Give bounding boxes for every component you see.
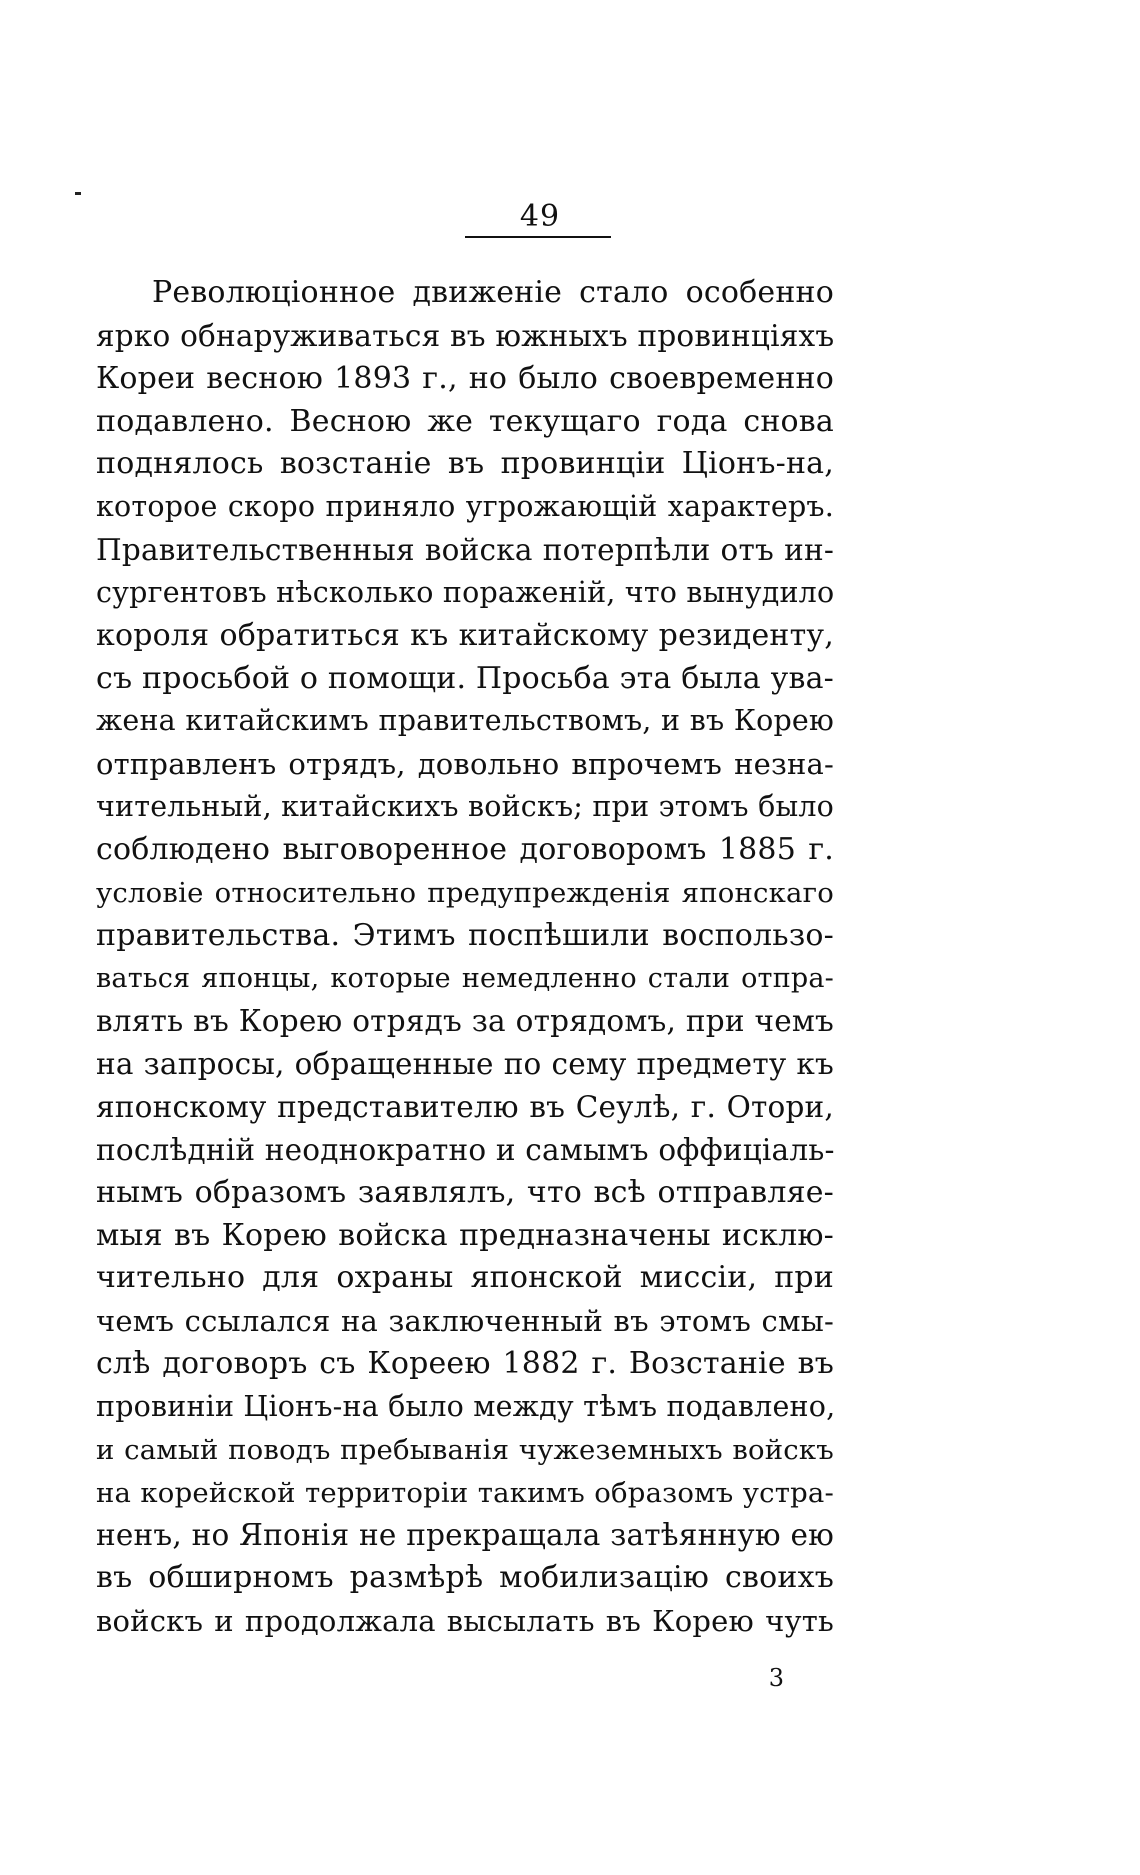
text-line: влять въ Корею отрядъ за отрядомъ, при чемъ [96, 1004, 834, 1039]
text-line: ненъ, но Японія не прекращала затѣянную ею [96, 1518, 834, 1553]
text-line: чемъ ссылался на заключенный въ этомъ смы- [96, 1304, 834, 1339]
text-line: на запросы, обращенные по сему предмету къ [96, 1047, 834, 1082]
body-text [96, 272, 834, 1643]
text-line: чительно для охраны японской миссіи, при [96, 1260, 834, 1296]
text-line: Революціонное движеніе стало особенно [152, 275, 834, 310]
text-line: чительный, китайскихъ войскъ; при этомъ было [96, 790, 834, 824]
printer-signature-mark: 3 [768, 1664, 784, 1692]
text-line: нымъ образомъ заявлялъ, что всѣ отправляе- [96, 1174, 834, 1210]
text-line: слѣ договоръ съ Кореею 1882 г. Возстаніе въ [96, 1346, 834, 1382]
page-number: 49 [519, 199, 561, 234]
text-line: соблюдено выговоренное договоромъ 1885 г. [96, 831, 834, 867]
stray-ink-mark [75, 192, 81, 195]
text-line: отправленъ отрядъ, довольно впрочемъ незна- [96, 747, 834, 782]
text-line: войскъ и продолжала высылать въ Корею чуть [96, 1604, 834, 1639]
text-line: ярко обнаруживаться въ южныхъ провинціяхъ [96, 318, 835, 353]
text-line: на корейской территоріи такимъ образомъ устра- [96, 1476, 834, 1509]
text-line: правительства. Этимъ поспѣшили воспользо- [96, 917, 834, 953]
text-line: которое скоро приняло угрожающій характеръ. [96, 490, 834, 524]
text-line: японскому представителю въ Сеулѣ, г. Отори, [96, 1090, 834, 1125]
text-line: Правительственныя войска потерпѣли отъ ин- [96, 533, 834, 568]
text-line: Кореи весною 1893 г., но было своевременно [96, 360, 834, 396]
text-line: съ просьбой о помощи. Просьба эта была ува- [96, 660, 834, 696]
text-line: послѣдній неоднократно и самымъ оффиціаль- [96, 1132, 835, 1167]
text-line: короля обратиться къ китайскому резиденту, [96, 617, 834, 653]
header-rule [465, 236, 611, 238]
text-line: провиніи Ціонъ-на было между тѣмъ подавлено, [96, 1389, 836, 1423]
text-line: ваться японцы, которые немедленно стали отпра- [96, 962, 834, 994]
text-line: мыя въ Корею войска предназначены исклю- [96, 1217, 834, 1253]
text-line: условіе относительно предупрежденія японскаго [96, 876, 834, 909]
text-line: поднялось возстаніе въ провинціи Ціонъ-на, [96, 446, 834, 482]
text-line: сургентовъ нѣсколько пораженій, что вынудило [96, 575, 835, 609]
text-line: въ обширномъ размѣрѣ мобилизацію своихъ [96, 1560, 834, 1596]
text-line: и самый поводъ пребыванія чужеземныхъ войскъ [96, 1433, 834, 1466]
text-line: подавлено. Весною же текущаго года снова [96, 403, 834, 439]
text-line: жена китайскимъ правительствомъ, и въ Корею [96, 704, 834, 738]
